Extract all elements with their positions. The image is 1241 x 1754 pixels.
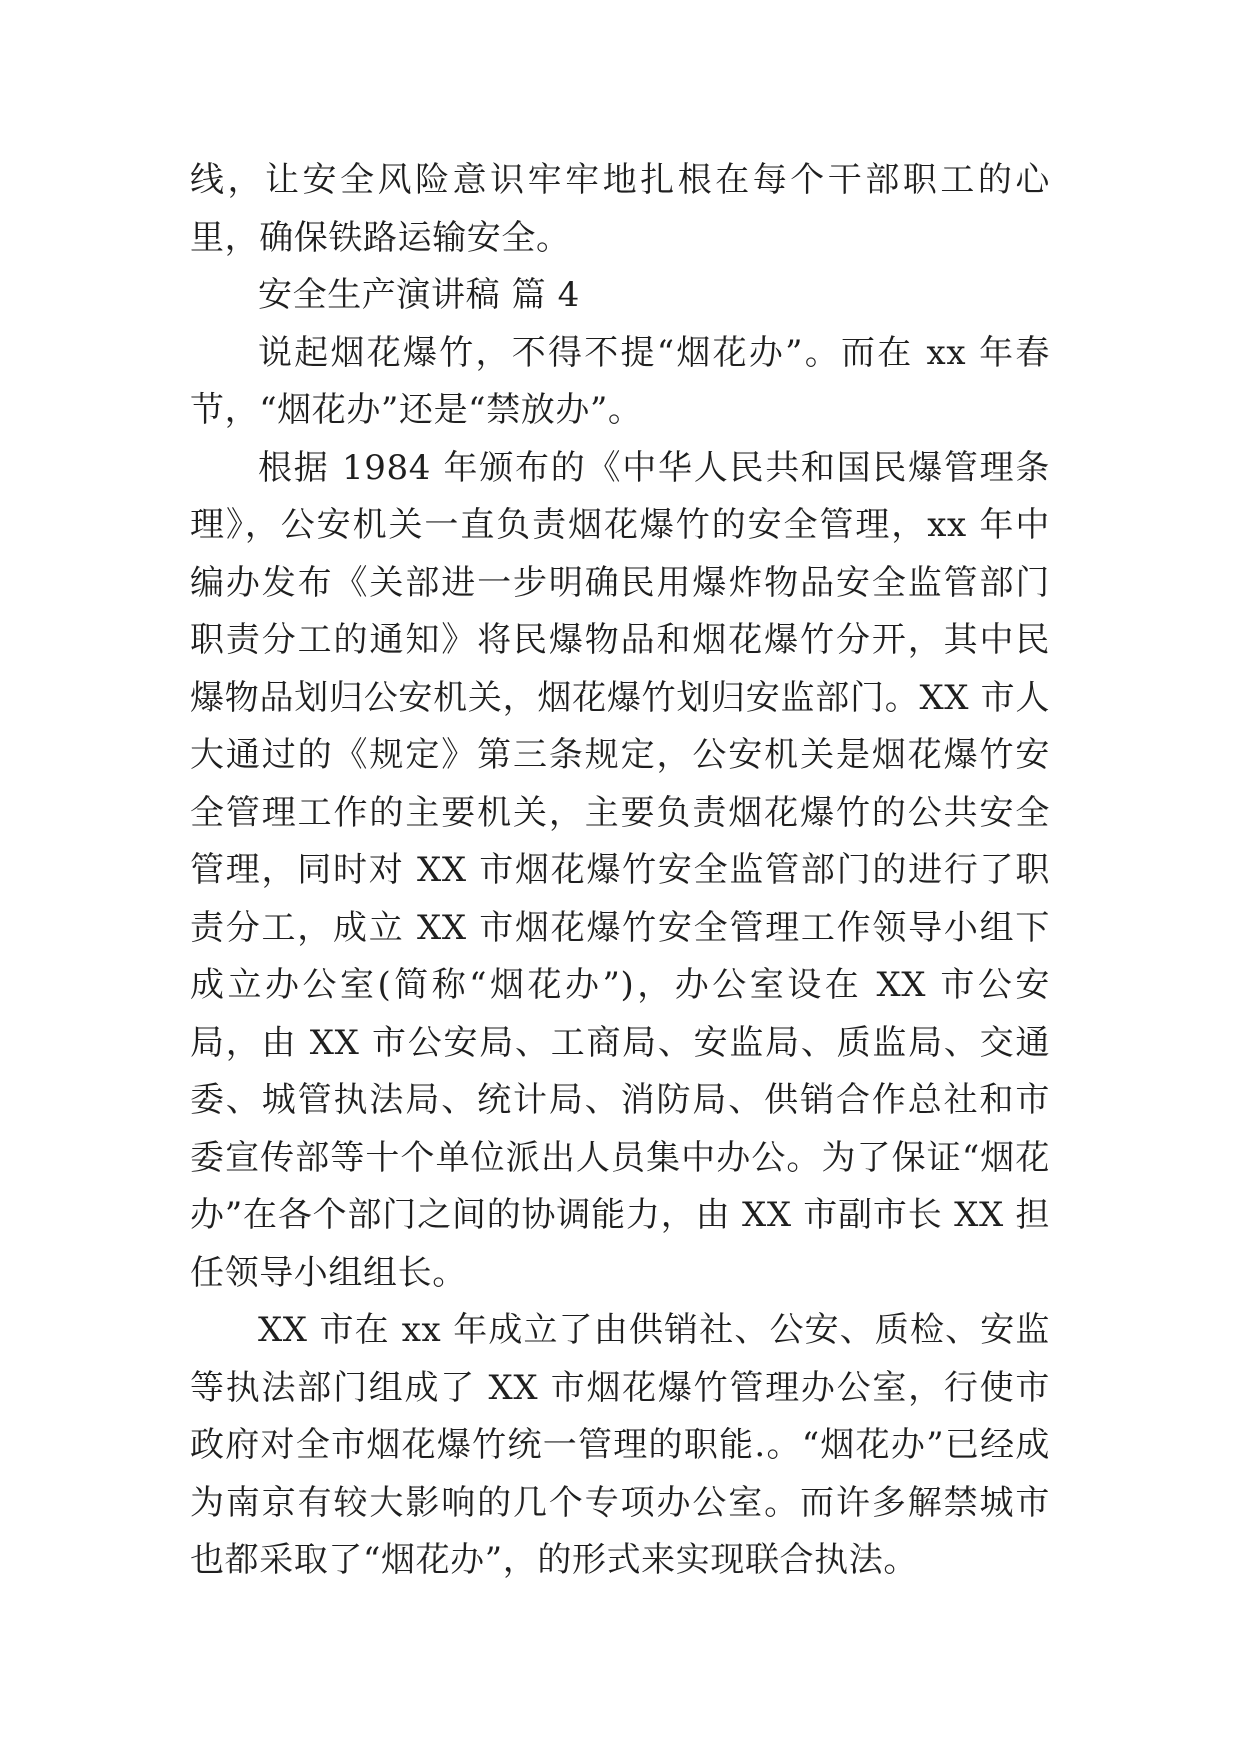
paragraph-regulation: 根据 1984 年颁布的《中华人民共和国民爆管理条理》，公安机关一直负责烟花爆竹的安全管理，xx 年中编办发布《关部进一步明确民用爆炸物品安全监管部门职责分工的通知》将民爆物品和烟花爆竹分开，其中民爆物品划归公安机关，烟花爆竹划归安监部门。XX 市人大通过的《规定》第三条规定，公安机关是烟花爆竹安全管理工作的主要机关，主要负责烟花爆竹的公共安全管理，同时对 XX 市烟花爆竹安全监管部门的进行了职责分工，成立 XX 市烟花爆竹安全管理工作领导小组下成立办公室(简称“烟花办”)，办公室设在 XX 市公安局，由 XX 市公安局、工商局、安监局、质监局、交通委、城管执法局、统计局、消防局、供销合作总社和市委宣传部等十个单位派出人员集中办公。为了保证“烟花办”在各个部门之间的协调能力，由 XX 市副市长 XX 担任领导小组组长。 [190,447,1050,1293]
paragraph-intro: 说起烟花爆竹，不得不提“烟花办”。而在 xx 年春节，“烟花办”还是“禁放办”。 [190,332,1050,430]
paragraph-office: XX 市在 xx 年成立了由供销社、公安、质检、安监等执法部门组成了 XX 市烟花爆竹管理办公室，行使市政府对全市烟花爆竹统一管理的职能.。“烟花办”已经成为南京有较大影响的几个专项办公室。而许多解禁城市也都采取了“烟花办”，的形式来实现联合执法。 [190,1310,1050,1580]
document-body [190,152,1050,1590]
paragraph-continuation: 线，让安全风险意识牢牢地扎根在每个干部职工的心里，确保铁路运输安全。 [190,160,1050,258]
section-heading: 安全生产演讲稿 篇 4 [258,275,580,315]
